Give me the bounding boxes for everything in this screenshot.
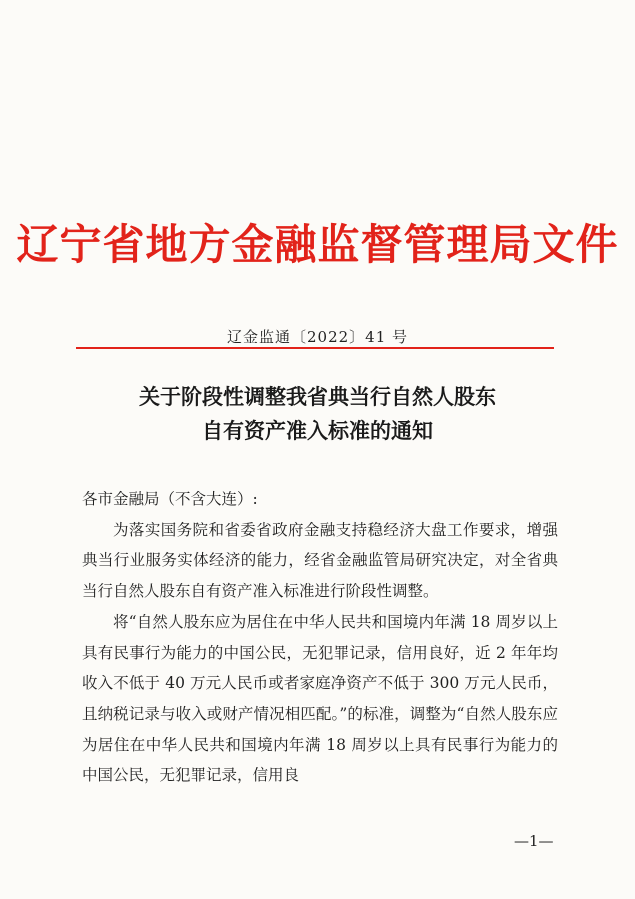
salutation: 各市金融局（不含大连）: [82, 490, 258, 508]
notice-title-line-1: 关于阶段性调整我省典当行自然人股东 [139, 385, 496, 409]
page-number: —1— [514, 832, 554, 850]
issuing-authority-header: 辽宁省地方金融监督管理局文件 [16, 220, 619, 269]
red-divider-line [76, 347, 554, 349]
document-body [82, 484, 558, 791]
notice-title-line-2: 自有资产准入标准的通知 [202, 419, 433, 443]
body-paragraph-2: 将“自然人股东应为居住在中华人民共和国境内年满 18 周岁以上具有民事行为能力的中国公民，无犯罪记录，信用良好，近 2 年年均收入不低于 40 万元人民币或者家庭净资产不低于 300 万元人民币，且纳税记录与收入或财产情况相匹配。”的标准，调整为“自然人股东应为居住在中华人民共和国境内年满 18 周岁以上具有民事行为能力的中国公民，无犯罪记录，信用良 [82, 612, 558, 785]
body-paragraph-1: 为落实国务院和省委省政府金融支持稳经济大盘工作要求，增强典当行业服务实体经济的能力，经省金融监管局研究决定，对全省典当行自然人股东自有资产准入标准进行阶段性调整。 [82, 520, 558, 601]
notice-title [0, 380, 635, 448]
document-number: 辽金监通〔2022〕41 号 [226, 328, 409, 346]
